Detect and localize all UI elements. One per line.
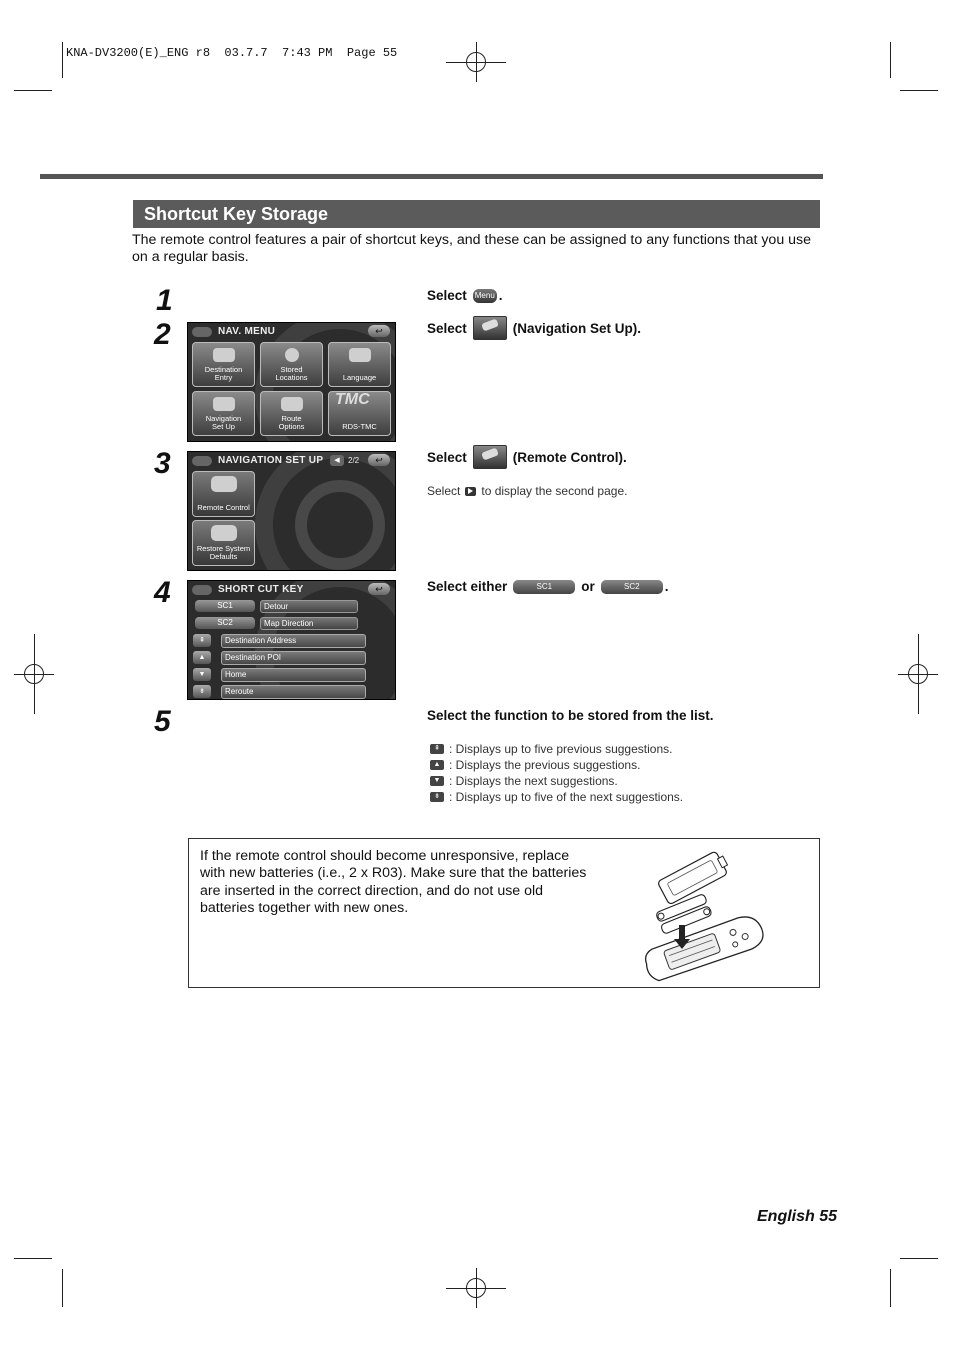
registration-mark-right xyxy=(898,654,938,694)
sc2-button: SC2 xyxy=(195,617,255,629)
double-down-arrow-icon: ⇟ xyxy=(430,792,444,802)
sc1-button-icon: SC1 xyxy=(513,580,575,594)
step-1-instruction: Select Menu . xyxy=(427,288,503,303)
print-slug: KNA-DV3200(E)_ENG r8 03.7.7 7:43 PM Page 55 xyxy=(66,46,398,60)
legend-row: ▼ : Displays the next suggestions. xyxy=(430,774,618,788)
step-5-instruction: Select the function to be stored from the list. xyxy=(427,708,714,723)
remote-control-button-icon xyxy=(473,445,507,469)
pin-icon xyxy=(285,348,299,362)
remote-icon xyxy=(211,476,237,492)
page-footer: English 55 xyxy=(757,1208,838,1225)
intro-paragraph: The remote control features a pair of shortcut keys, and these can be assigned to any functions that you use on a regular basis. xyxy=(132,232,812,265)
top-rule xyxy=(40,174,823,179)
restore-icon xyxy=(211,525,237,541)
home-icon xyxy=(192,327,212,337)
sc2-value: Map Direction xyxy=(260,617,358,630)
down-arrow-icon: ▼ xyxy=(193,668,211,681)
up-arrow-icon: ▲ xyxy=(430,760,444,770)
up-arrow-icon: ▲ xyxy=(193,651,211,664)
destination-entry-tile: Destination Entry xyxy=(192,342,255,387)
screen-title: NAVIGATION SET UP xyxy=(218,455,324,466)
step-3-note: Select to display the second page. xyxy=(427,484,628,498)
crop-mark xyxy=(890,1269,891,1307)
step-number-5: 5 xyxy=(154,705,171,738)
crop-mark xyxy=(890,42,891,78)
navigation-setup-screen xyxy=(187,451,396,571)
screen-title: NAV. MENU xyxy=(218,326,276,337)
remote-battery-illustration-icon xyxy=(637,847,773,985)
sc2-button-icon: SC2 xyxy=(601,580,663,594)
restore-defaults-tile: Restore System Defaults xyxy=(192,520,255,566)
navigation-setup-tile: Navigation Set Up xyxy=(192,391,255,436)
remote-control-tile: Remote Control xyxy=(192,471,255,517)
double-up-arrow-icon: ⇞ xyxy=(430,744,444,754)
route-icon xyxy=(281,397,303,411)
remote-icon xyxy=(213,397,235,411)
language-tile: Language xyxy=(328,342,391,387)
step-number-4: 4 xyxy=(154,576,171,609)
legend-row: ⇞ : Displays up to five previous suggestions. xyxy=(430,742,672,756)
battery-note-box xyxy=(188,838,820,988)
step-number-2: 2 xyxy=(154,318,171,351)
crop-mark xyxy=(62,1269,63,1307)
legend-row: ▲ : Displays the previous suggestions. xyxy=(430,758,640,772)
speech-icon xyxy=(349,348,371,362)
registration-mark-left xyxy=(14,654,54,694)
nav-menu-screen xyxy=(187,322,396,442)
step-2-instruction: Select (Navigation Set Up). xyxy=(427,316,641,340)
back-icon: ↩ xyxy=(368,325,390,337)
registration-mark-top xyxy=(456,42,496,82)
legend-row: ⇟ : Displays up to five of the next suggestions. xyxy=(430,790,683,804)
down-arrow-icon: ▼ xyxy=(430,776,444,786)
sc1-value: Detour xyxy=(260,600,358,613)
sc1-button: SC1 xyxy=(195,600,255,612)
list-item: Reroute xyxy=(221,685,366,699)
screen-title: SHORT CUT KEY xyxy=(218,584,304,595)
crop-mark xyxy=(62,42,63,78)
route-options-tile: Route Options xyxy=(260,391,323,436)
rds-tmc-tile: TMC RDS-TMC xyxy=(328,391,391,436)
page-indicator: 2/2 xyxy=(348,456,360,465)
home-icon xyxy=(192,456,212,466)
crop-mark xyxy=(900,90,938,91)
step-3-instruction: Select (Remote Control). xyxy=(427,445,627,469)
double-up-arrow-icon: ⇞ xyxy=(193,634,211,647)
registration-mark-bottom xyxy=(456,1268,496,1308)
step-number-3: 3 xyxy=(154,447,171,480)
double-down-arrow-icon: ⇟ xyxy=(193,685,211,698)
list-item: Destination POI xyxy=(221,651,366,665)
prev-page-icon: ◀ xyxy=(330,455,344,466)
crop-mark xyxy=(14,90,52,91)
shortcut-key-screen xyxy=(187,580,396,700)
step-4-instruction: Select either SC1 or SC2 . xyxy=(427,579,669,594)
flag-icon xyxy=(213,348,235,362)
back-icon: ↩ xyxy=(368,583,390,595)
back-icon: ↩ xyxy=(368,454,390,466)
home-icon xyxy=(192,585,212,595)
step-number-1: 1 xyxy=(156,284,173,317)
list-item: Home xyxy=(221,668,366,682)
list-item: Destination Address xyxy=(221,634,366,648)
tmc-logo: TMC xyxy=(335,391,370,408)
menu-button-icon: Menu xyxy=(473,289,497,303)
next-page-icon xyxy=(465,487,476,496)
battery-note-text: If the remote control should become unresponsive, replace with new batteries (i.e., 2 x R03). Make sure that the batteries are inserted in the correct direction, and do not use old batteries together with new ones. xyxy=(200,848,587,916)
stored-locations-tile: Stored Locations xyxy=(260,342,323,387)
crop-mark xyxy=(14,1258,52,1259)
crop-mark xyxy=(900,1258,938,1259)
section-header xyxy=(133,200,820,228)
section-title: Shortcut Key Storage xyxy=(144,204,329,224)
navigation-setup-button-icon xyxy=(473,316,507,340)
